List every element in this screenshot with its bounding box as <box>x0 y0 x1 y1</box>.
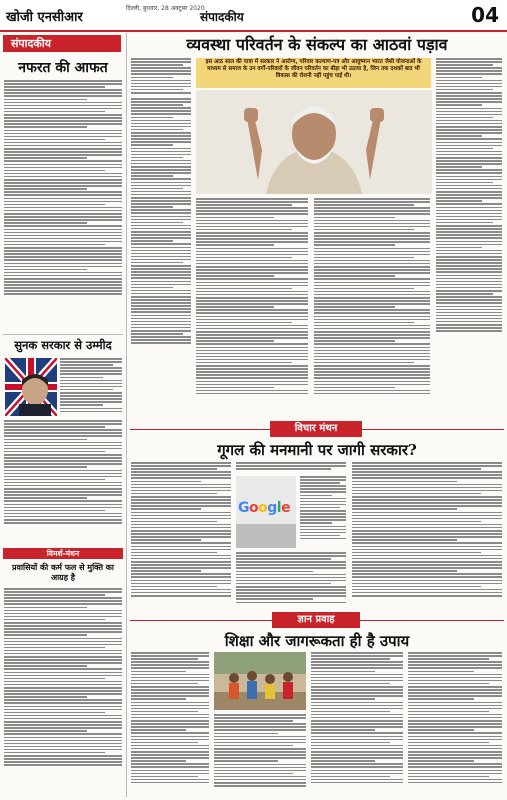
vichar-manthan-text: विचार मंथन <box>294 423 338 434</box>
google-sign-base <box>236 524 296 548</box>
lead-headline: व्यवस्था परिवर्तन के संकल्प का आठवां पड़ाव <box>186 35 448 54</box>
lead-col4 <box>436 58 502 416</box>
page-number: 04 <box>471 3 499 27</box>
village-children-image <box>214 652 306 710</box>
uk-flag-icon <box>5 358 57 416</box>
gyan-pravah-text: ज्ञान प्रवाह <box>297 614 335 625</box>
g-letter-1: G <box>238 500 249 516</box>
lead-col3 <box>314 198 430 416</box>
g-letter-6: e <box>281 500 291 516</box>
google-col2-top <box>236 462 346 474</box>
left-mid-title: सुनक सरकार से उम्मीद <box>14 338 112 352</box>
paper-name: खोजी एनसीआर <box>6 10 83 25</box>
edu-col2 <box>214 714 306 796</box>
google-col3 <box>352 462 502 610</box>
vimarsh-label <box>3 548 123 559</box>
lead-intro-box <box>196 58 431 88</box>
lead-col1 <box>131 98 191 416</box>
date-line: दिल्ली, बुधवार, 28 अक्टूबर 2020 <box>126 5 205 12</box>
lead-col2 <box>196 198 308 416</box>
lead-col1-top <box>131 58 191 98</box>
left-column-rule <box>126 33 127 797</box>
left-bottom-body <box>4 588 122 796</box>
google-logo-photo <box>236 476 296 548</box>
education-photo <box>214 652 306 710</box>
portrait-image <box>196 90 432 194</box>
google-col2-side <box>300 476 346 548</box>
edu-col3 <box>311 652 403 796</box>
left-bottom-title: प्रवासियों की कर्म फल से मुक्ति का आग्रह है <box>11 562 115 582</box>
google-col2-bottom <box>236 552 346 610</box>
g-letter-2: o <box>249 500 259 516</box>
editorial-label-text: संपादकीय <box>11 37 52 50</box>
editorial-label <box>3 35 121 52</box>
g-letter-4: g <box>267 500 277 516</box>
left-top-body <box>4 80 122 330</box>
sunak-photo <box>5 358 57 416</box>
edu-col1 <box>131 652 209 796</box>
google-logo <box>238 500 290 516</box>
google-headline: गूगल की मनमानी पर जागी सरकार? <box>217 441 417 459</box>
edu-col4 <box>408 652 502 796</box>
gyan-pravah-label <box>272 612 360 628</box>
left-mid-body <box>4 420 122 540</box>
masthead <box>0 0 507 32</box>
section-title: संपादकीय <box>200 10 244 24</box>
education-headline: शिक्षा और जागरूकता ही है उपाय <box>224 632 410 650</box>
vichar-manthan-label <box>270 421 362 437</box>
g-letter-5: l <box>276 500 282 516</box>
left-divider-1 <box>3 334 123 335</box>
left-top-title: नफरत की आफत <box>18 60 108 76</box>
vimarsh-label-text: विमर्श-मंथन <box>46 549 80 558</box>
left-mid-body-side <box>60 358 122 418</box>
lead-photo <box>196 90 432 194</box>
google-col1 <box>131 462 231 610</box>
lead-intro: इस आठ साल की यात्रा में सरकार ने आरोग्य, परिवार कल्याण-पत्र और आयुष्मान भारत जैसी योजनाओं के माध्यम से समाज के उन वर्गों-परिवारों के जीवन परिवर्तन का बीड़ा भी उठाया है, जिन तक दशकों बाद भी विकास की रोशनी नहीं पहुंच पाई थी। <box>205 59 422 79</box>
g-letter-3: o <box>258 500 268 516</box>
